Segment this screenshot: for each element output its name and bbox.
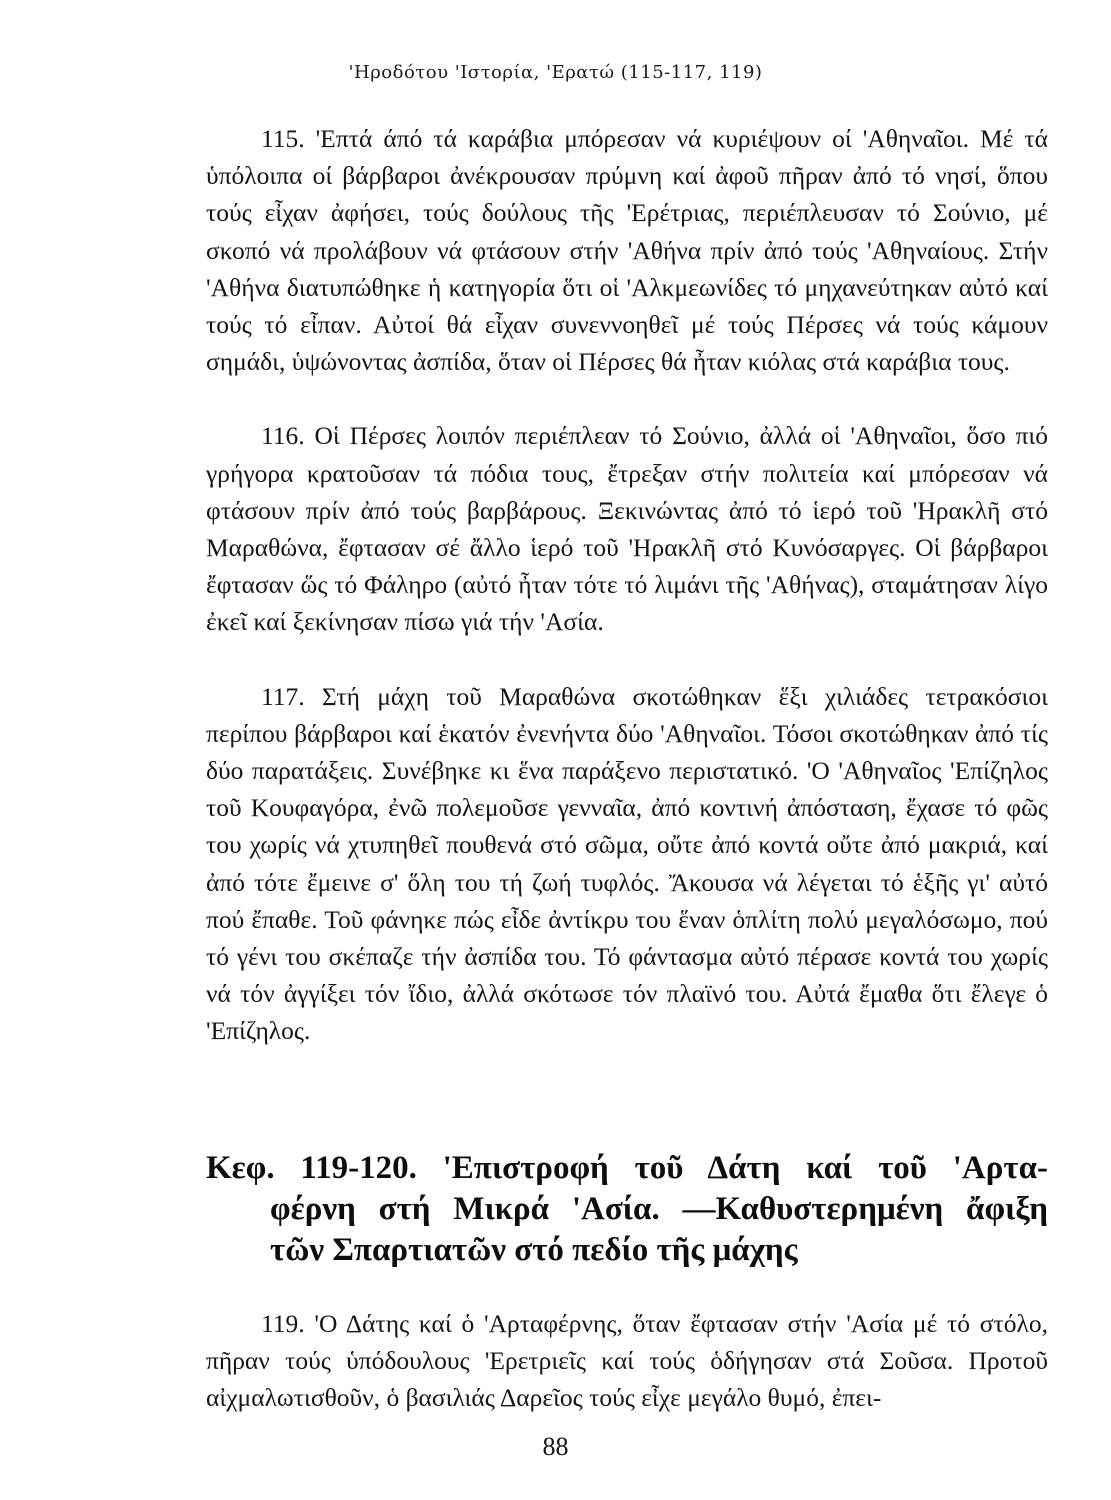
running-head: 'Ηροδότου 'Ιστορία, 'Ερατώ (115-117, 119) xyxy=(348,62,763,83)
chapter-heading-line-3: τῶν Σπαρτιατῶν στό πεδίο τῆς μάχης xyxy=(270,1232,798,1268)
page-number: 88 xyxy=(542,1432,569,1461)
chapter-heading-line-1: Κεφ. 119-120. 'Επιστροφή τοῦ Δάτη καί τοῦ 'Αρτα- xyxy=(206,1150,1048,1186)
paragraph-116: 116. Οἱ Πέρσες λοιπόν περιέπλεαν τό Σούνιο, ἀλλά οἱ 'Αθηναῖοι, ὅσο πιό γρήγορα κρατοῦσαν τά πόδια τους, ἔτρεξαν στήν πολιτεία καί μπόρεσαν νά φτάσουν πρίν ἀπό τούς βαρβάρους. Ξεκινώντας ἀπό τό ἱερό τοῦ 'Ηρακλῆ στό Μαραθώνα, ἔφτασαν σέ ἄλλο ἱερό τοῦ 'Ηρακλῆ στό Κυνόσαργες. Οἱ βάρβαροι ἔφτασαν ὥς τό Φάληρο (αὐτό ἦταν τότε τό λιμάνι τῆς 'Αθήνας), σταμάτησαν λίγο ἐκεῖ καί ξεκίνησαν πίσω γιά τήν 'Ασία. xyxy=(206,421,1048,637)
chapter-heading xyxy=(206,1148,1048,1271)
paragraph-115: 115. 'Επτά άπό τά καράβια μπόρεσαν νά κυριέψουν οί 'Αθηναῖοι. Μέ τά ὑπόλοιπα οί βάρβαροι ἀνέκρουσαν πρύμνη καί ἀφοῦ πῆραν ἀπό τό νησί, ὅπου τούς εἶχαν ἀφήσει, τούς δούλους τῆς 'Ερέτριας, περιέπλευσαν τό Σούνιο, μέ σκοπό νά προλάβουν νά φτάσουν στήν 'Αθήνα πρίν ἀπό τούς 'Αθηναίους. Στήν 'Αθήνα διατυπώθηκε ἡ κατηγορία ὅτι οἱ 'Αλκμεωνίδες τό μηχανεύτηκαν αὐτό καί τούς τό εἶπαν. Αὐτοί θά εἶχαν συνεννοηθεῖ μέ τούς Πέρσες νά τούς κάμουν σημάδι, ὑψώνοντας ἀσπίδα, ὅταν οἱ Πέρσες θά ἦταν κιόλας στά καράβια τους. xyxy=(206,124,1048,377)
paragraph-117: 117. Στή μάχη τοῦ Μαραθώνα σκοτώθηκαν ἕξι χιλιάδες τετρακόσιοι περίπου βάρβαροι καί ἑκατόν ἐνενήντα δύο 'Αθηναῖοι. Τόσοι σκοτώθηκαν ἀπό τίς δύο παρατάξεις. Συνέβηκε κι ἕνα παράξενο περιστατικό. 'Ο 'Αθηναῖος 'Επίζηλος τοῦ Κουφαγόρα, ἐνῶ πολεμοῦσε γενναῖα, ἀπό κοντινή ἀπόσταση, ἔχασε τό φῶς του χωρίς νά χτυπηθεῖ πουθενά στό σῶμα, οὔτε ἀπό κοντά οὔτε ἀπό μακριά, καί ἀπό τότε ἔμεινε σ' ὅλη του τή ζωή τυφλός. Ἄκουσα νά λέγεται τό ἑξῆς γι' αὐτό πού ἔπαθε. Τοῦ φάνηκε πώς εἶδε ἀντίκρυ του ἕναν ὁπλίτη πολύ μεγαλόσωμο, πού τό γένι του σκέπαζε τήν ἀσπίδα του. Τό φάντασμα αὐτό πέρασε κοντά του χωρίς νά τόν ἀγγίξει τόν ἴδιο, ἀλλά σκότωσε τόν πλαϊνό του. Αὐτά ἔμαθα ὅτι ἔλεγε ὁ 'Επίζηλος. xyxy=(206,681,1048,1046)
chapter-body xyxy=(206,1305,1048,1417)
chapter-heading-line-2: φέρνη στή Μικρά 'Ασία. —Καθυστερημένη ἄφιξη xyxy=(270,1191,1048,1227)
paragraph-119: 119. 'Ο Δάτης καί ὁ 'Αρταφέρνης, ὅταν ἔφτασαν στήν 'Ασία μέ τό στόλο, πῆραν τούς ὑπόδουλους 'Ερετριεῖς καί τούς ὁδήγησαν στά Σοῦσα. Προτοῦ αἰχμαλωτισθοῦν, ὁ βασιλιάς Δαρεῖος τούς εἶχε μεγάλο θυμό, ἐπει- xyxy=(206,1309,1048,1413)
body-text xyxy=(206,120,1048,1050)
